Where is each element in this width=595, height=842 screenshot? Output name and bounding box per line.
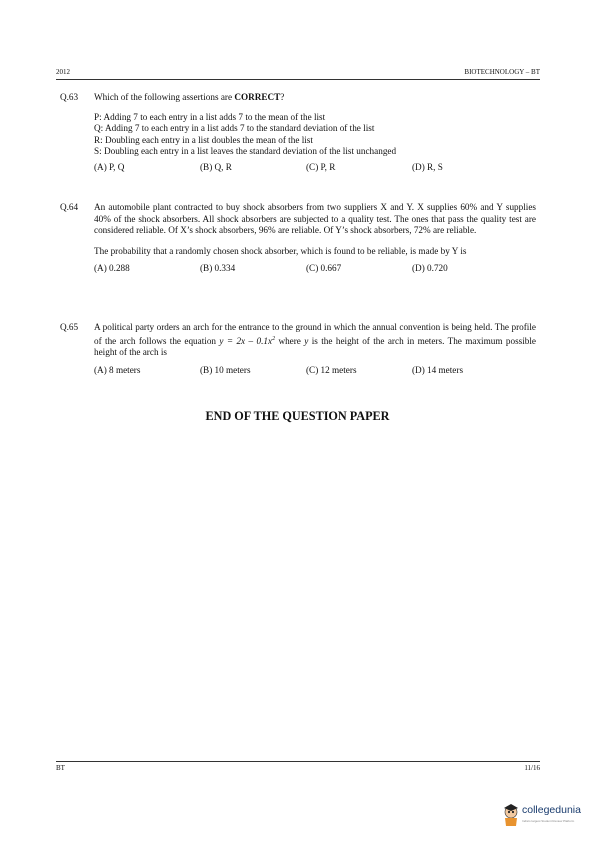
footer-rule — [56, 761, 540, 762]
option-b: (B) 0.334 — [200, 263, 236, 274]
statement-s: S: Doubling each entry in a list leaves the standard deviation of the list unchanged — [94, 146, 397, 157]
option-d: (D) 0.720 — [412, 263, 448, 274]
option-d: (D) R, S — [412, 161, 443, 172]
footer-code: BT — [56, 764, 65, 772]
option-b: (B) Q, R — [200, 161, 232, 172]
header-rule — [56, 79, 540, 80]
header-subject: BIOTECHNOLOGY – BT — [464, 68, 540, 76]
question-paragraph: An automobile plant contracted to buy shock absorbers from two suppliers X and Y. X supplies 60% and Y supplies 40% of the shock absorbers. All shock absorbers are subjected to a quality test. The ones that pass the quality test are considered reliable. Of X’s shock absorbers, 96% are reliable. Of Y’s shock absorbers, 72% are reliable. — [94, 202, 536, 236]
mascot-icon — [502, 803, 520, 827]
option-d: (D) 14 meters — [412, 364, 464, 375]
options-row — [94, 263, 536, 275]
header-year: 2012 — [56, 68, 70, 76]
question-65 — [60, 322, 536, 377]
emphasis-correct: CORRECT — [234, 92, 281, 102]
question-stem: Which of the following assertions are CORRECT? — [94, 92, 285, 102]
logo-tagline: India's largest Student Review Platform — [522, 819, 575, 823]
logo-wordmark: collegedunia — [522, 804, 581, 816]
option-c: (C) 0.667 — [306, 263, 342, 274]
option-c: (C) 12 meters — [306, 364, 357, 375]
option-a: (A) P, Q — [94, 161, 125, 172]
statement-r: R: Doubling each entry in a list doubles the mean of the list — [94, 134, 313, 145]
option-a: (A) 0.288 — [94, 263, 130, 274]
end-of-paper-heading: END OF THE QUESTION PAPER — [205, 409, 390, 423]
page-header — [56, 68, 540, 78]
question-number: Q.63 — [60, 92, 79, 102]
option-c: (C) P, R — [306, 161, 336, 172]
page-number: 11/16 — [524, 764, 540, 772]
question-stem: A political party orders an arch for the entrance to the ground in which the annual convention is being held. The profile of the arch follows the equation $y = 2x - 0.1x^2$ where y is the height of the arch in meters. The maximum possible height of the arch is — [94, 322, 536, 358]
collegedunia-logo — [502, 801, 592, 831]
option-a: (A) 8 meters — [94, 364, 141, 375]
option-b: (B) 10 meters — [200, 364, 251, 375]
statement-p: P: Adding 7 to each entry in a list adds 7 to the mean of the list — [94, 111, 326, 122]
options-row — [94, 365, 536, 377]
page-footer — [56, 764, 540, 774]
question-number: Q.65 — [60, 322, 79, 332]
question-63 — [60, 92, 536, 174]
question-stem: The probability that a randomly chosen shock absorber, which is found to be reliable, is made by Y is — [94, 245, 467, 256]
statement-q: Q: Adding 7 to each entry in a list adds 7 to the standard deviation of the list — [94, 123, 375, 134]
options-row — [94, 162, 536, 174]
equation: $y = 2x - 0.1x^2$ — [219, 335, 276, 346]
question-number: Q.64 — [60, 202, 79, 212]
question-64 — [60, 202, 536, 275]
